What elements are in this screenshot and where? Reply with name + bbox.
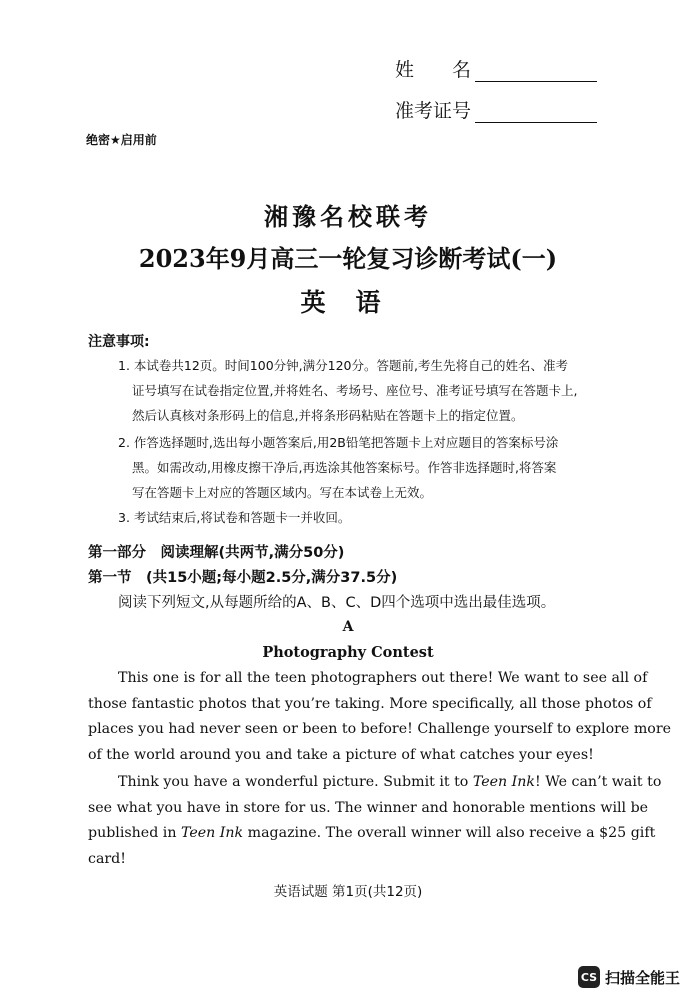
exam-id-label: 准考证号 [395,100,472,122]
notice-line: 黑。如需改动,用橡皮擦干净后,再选涂其他答案标号。作答非选择题时,将答案 [132,460,557,475]
section-instruction: 阅读下列短文,从每题所给的A、B、C、D四个选项中选出最佳选项。 [118,595,556,611]
paragraph-line: those fantastic photos that you’re taking. More specifically, all those photos of [88,695,652,712]
section-heading: 第一节 (共15小题;每小题2.5分,满分37.5分) [88,570,398,586]
notice-line: 1. 本试卷共12页。时间100分钟,满分120分。答题前,考生先将自己的姓名、准考 [118,358,568,373]
scanner-watermark [578,966,680,988]
camscanner-logo-icon: CS [578,966,600,988]
subject-title: 英语 [300,288,411,317]
name-blank-line [475,63,597,82]
passage-paragraph [88,666,671,769]
passage-title: Photography Contest [262,644,434,661]
paragraph-line [88,770,662,796]
notice-item [118,505,610,530]
passage-paragraph [88,770,662,873]
text-run: Think you have a wonderful picture. Submit it to [118,774,473,790]
paragraph-line [88,821,656,847]
paragraph-line: This one is for all the teen photographers out there! We want to see all of [118,670,648,686]
text-run: magazine. The overall winner will also receive a $25 gift [243,825,656,842]
notice-item [118,353,610,428]
notice-heading: 注意事项: [88,334,150,350]
notice-line: 写在答题卡上对应的答题区域内。写在本试卷上无效。 [132,485,433,500]
magazine-name: Teen Ink [472,774,535,790]
name-field [395,55,597,82]
paragraph-line: card! [88,851,126,868]
notice-line: 证号填写在试卷指定位置,并将姓名、考场号、座位号、准考证号填写在答题卡上, [132,383,578,398]
text-run: ! We can’t wait to [534,774,662,790]
text-run: published in [88,825,181,842]
part-heading: 第一部分 阅读理解(共两节,满分50分) [88,545,345,561]
passage-letter: A [342,619,354,635]
paragraph-line: of the world around you and take a picture of what catches your eyes! [88,747,594,764]
magazine-name: Teen Ink [180,825,244,842]
exam-id-field [395,96,597,123]
exam-name-title: 2023年9月高三一轮复习诊断考试(一) [138,244,558,273]
page-footer: 英语试题 第1页(共12页) [273,884,423,900]
notice-line: 然后认真核对条形码上的信息,并将条形码粘贴在答题卡上的指定位置。 [132,408,524,423]
paragraph-line: places you had never seen or been to before! Challenge yourself to explore more [88,721,671,738]
notice-line: 2. 作答选择题时,选出每小题答案后,用2B铅笔把答题卡上对应题目的答案标号涂 [118,435,559,450]
scanner-app-name: 扫描全能王 [605,968,681,987]
notice-line: 3. 考试结束后,将试卷和答题卡一并收回。 [118,510,351,525]
exam-union-title: 湘豫名校联考 [264,202,432,231]
name-label: 姓 名 [395,59,472,81]
paragraph-line: see what you have in store for us. The winner and honorable mentions will be [88,799,649,816]
notice-item [118,430,610,505]
confidential-mark: 绝密★启用前 [86,133,157,147]
exam-id-blank-line [475,104,597,123]
